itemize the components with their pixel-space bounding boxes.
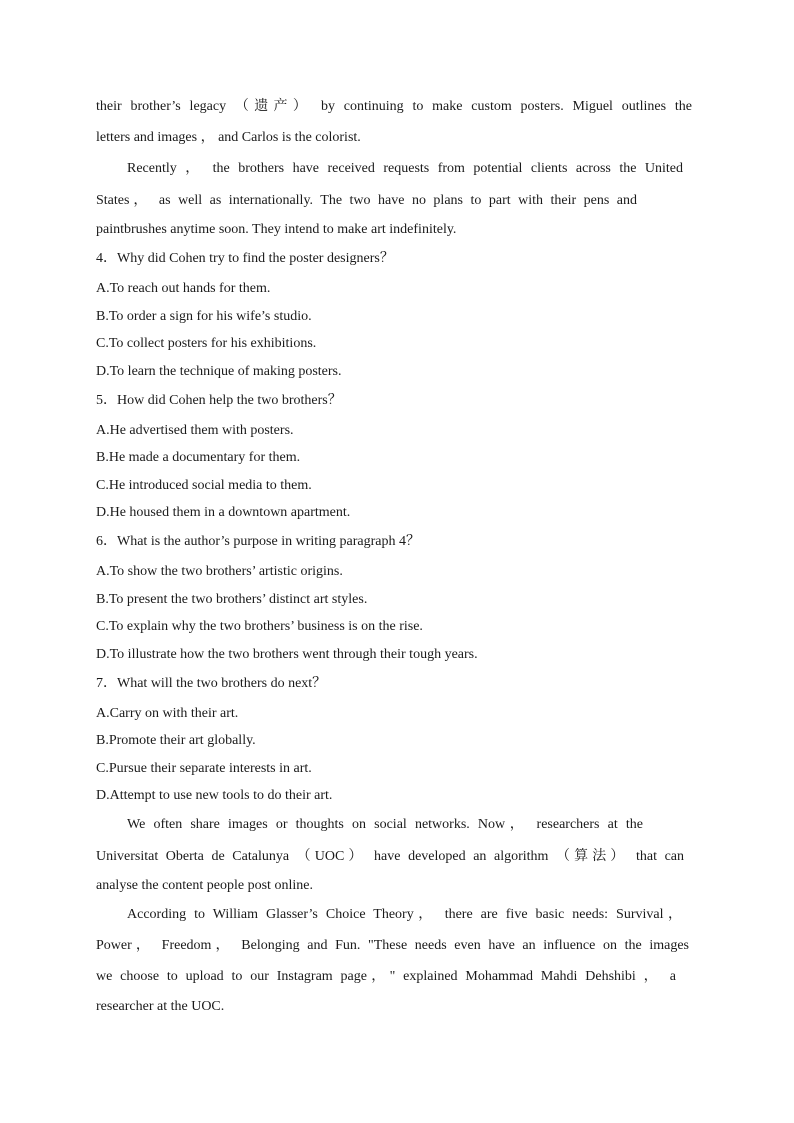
- answer-option: B.Promote their art globally.: [96, 733, 256, 748]
- answer-option: A.He advertised them with posters.: [96, 423, 294, 438]
- passage-line: Universitat Oberta de Catalunya （UOC） have developed an algorithm （算法） that can: [96, 849, 684, 864]
- passage-line: we choose to upload to our Instagram page，" explained Mohammad Mahdi Dehshibi ， a: [96, 969, 676, 984]
- passage-line: States， as well as internationally. The two have no plans to part with their pens and: [96, 193, 637, 208]
- passage-line: According to William Glasser’s Choice Theory， there are five basic needs: Survival，: [127, 907, 682, 922]
- answer-option: C.Pursue their separate interests in art.: [96, 761, 312, 776]
- answer-option: A.Carry on with their art.: [96, 706, 239, 721]
- answer-option: D.He housed them in a downtown apartment.: [96, 505, 351, 520]
- answer-option: B.To order a sign for his wife’s studio.: [96, 309, 312, 324]
- answer-option: B.He made a documentary for them.: [96, 450, 301, 465]
- answer-option: C.He introduced social media to them.: [96, 478, 312, 493]
- passage-line: paintbrushes anytime soon. They intend to make art indefinitely.: [96, 222, 457, 237]
- question-stem: 5．How did Cohen help the two brothers？: [96, 393, 342, 408]
- question-stem: 4．Why did Cohen try to find the poster designers？: [96, 251, 394, 266]
- answer-option: D.To learn the technique of making posters.: [96, 364, 342, 379]
- answer-option: A.To show the two brothers’ artistic origins.: [96, 564, 343, 579]
- passage-line: Recently ， the brothers have received requests from potential clients across the United: [127, 161, 683, 176]
- answer-option: C.To explain why the two brothers’ business is on the rise.: [96, 619, 423, 634]
- passage-line: analyse the content people post online.: [96, 878, 313, 893]
- passage-line: letters and images ， and Carlos is the colorist.: [96, 130, 361, 145]
- passage-line: We often share images or thoughts on social networks. Now， researchers at the: [127, 817, 643, 832]
- passage-line: researcher at the UOC.: [96, 999, 225, 1014]
- question-stem: 6．What is the author’s purpose in writing paragraph 4？: [96, 534, 421, 549]
- passage-line: Power， Freedom， Belonging and Fun. "These needs even have an influence on the images: [96, 938, 689, 953]
- answer-option: D.To illustrate how the two brothers went through their tough years.: [96, 647, 478, 662]
- answer-option: D.Attempt to use new tools to do their art.: [96, 788, 333, 803]
- question-stem: 7．What will the two brothers do next？: [96, 676, 327, 691]
- answer-option: C.To collect posters for his exhibitions.: [96, 336, 317, 351]
- passage-line: their brother’s legacy （遗产） by continuing to make custom posters. Miguel outlines the: [96, 99, 692, 114]
- answer-option: B.To present the two brothers’ distinct art styles.: [96, 592, 368, 607]
- answer-option: A.To reach out hands for them.: [96, 281, 271, 296]
